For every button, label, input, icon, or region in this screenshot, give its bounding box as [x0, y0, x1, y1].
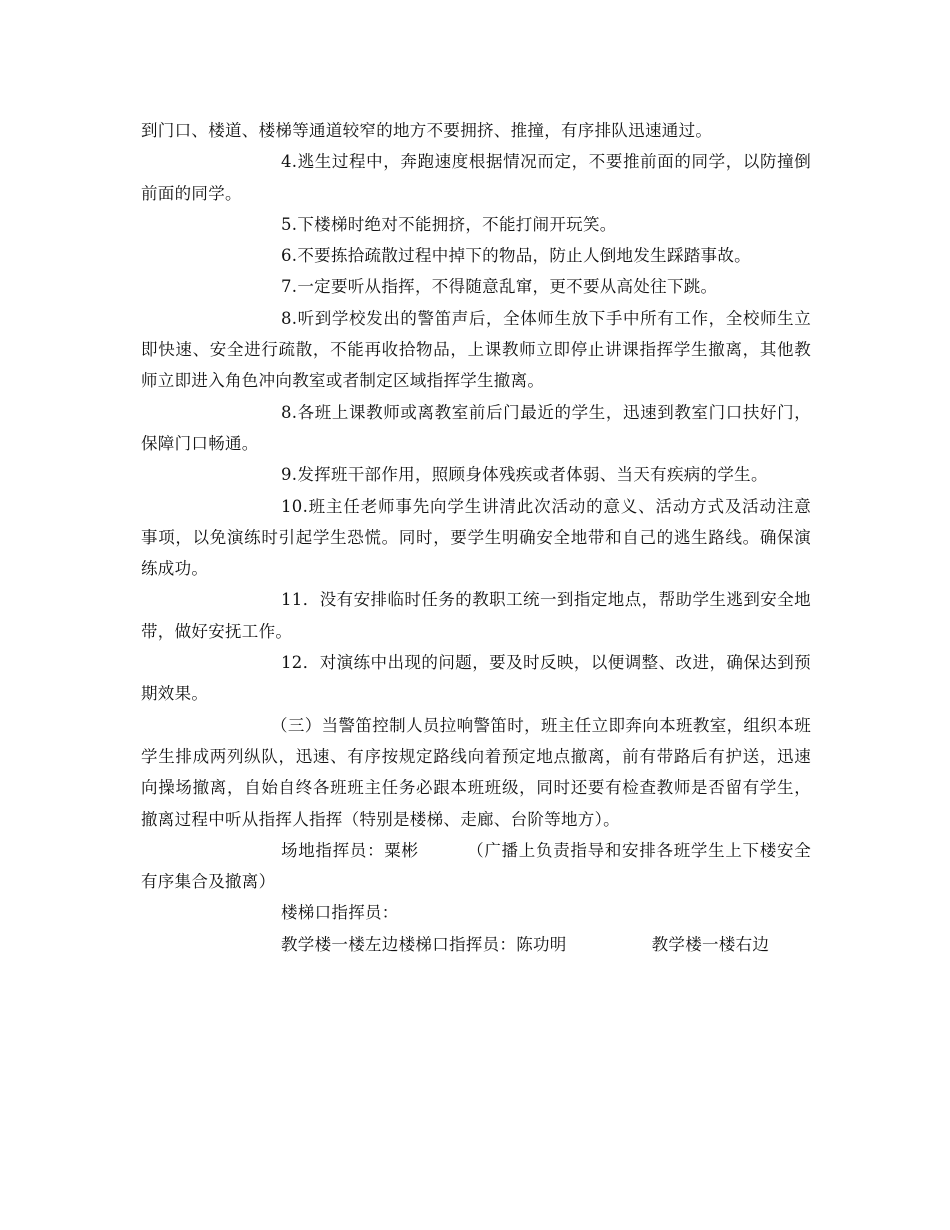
paragraph-item-9: 9.发挥班干部作用，照顾身体残疾或者体弱、当天有疾病的学生。 — [281, 465, 768, 485]
stair-right-commander: 教学楼一楼右边 — [651, 934, 770, 954]
paragraph-item-6: 6.不要拣拾疏散过程中掉下的物品，防止人倒地发生踩踏事故。 — [281, 246, 751, 266]
paragraph-item-8b: 8.各班上课教师或离教室前后门最近的学生，迅速到教室门口扶好门，保障门口畅通。 — [141, 402, 811, 453]
document-body — [141, 115, 811, 960]
paragraph-item-12: 12．对演练中出现的问题，要及时反映，以便调整、改进，确保达到预期效果。 — [141, 653, 811, 704]
venue-commander-line — [141, 835, 811, 898]
paragraph-item-4: 4.逃生过程中，奔跑速度根据情况而定，不要推前面的同学，以防撞倒前面的同学。 — [141, 152, 811, 203]
paragraph-item-10: 10.班主任老师事先向学生讲清此次活动的意义、活动方式及活动注意事项，以免演练时引起学生恐慌。同时，要学生明确安全地带和自己的逃生路线。确保演练成功。 — [141, 496, 811, 579]
paragraph-item-11: 11．没有安排临时任务的教职工统一到指定地点，帮助学生逃到安全地带，做好安抚工作。 — [141, 590, 811, 641]
venue-commander-note: （广播上负责指导和安排各班学生上下楼安全有序集合及撤离） — [141, 840, 811, 892]
stair-commander-heading: 楼梯口指挥员： — [281, 903, 399, 923]
stair-commander-line — [141, 929, 811, 960]
paragraph-item-7: 7.一定要听从指挥，不得随意乱窜，更不要从高处往下跳。 — [281, 277, 718, 297]
paragraph-item-8a: 8.听到学校发出的警笛声后，全体师生放下手中所有工作，全校师生立即快速、安全进行疏散，不能再收拾物品，上课教师立即停止讲课指挥学生撤离，其他教师立即进入角色冲向教室或者制定区域指挥学生撤离。 — [141, 308, 811, 391]
paragraph: 到门口、楼道、楼梯等通道较窄的地方不要拥挤、推撞，有序排队迅速通过。 — [141, 121, 713, 140]
stair-left-commander: 教学楼一楼左边楼梯口指挥员：陈功明 — [281, 934, 567, 954]
paragraph-section-3: （三）当警笛控制人员拉响警笛时，班主任立即奔向本班教室，组织本班学生排成两列纵队，迅速、有序按规定路线向着预定地点撤离，前有带路后有护送，迅速向操场撤离，自始自终各班班主任务必跟本班班级，同时还要有检查教师是否留有学生，撤离过程中听从指挥人指挥（特别是楼梯、走廊、台阶等地方）。 — [141, 715, 811, 829]
paragraph-item-5: 5.下楼梯时绝对不能拥挤，不能打闹开玩笑。 — [281, 214, 617, 234]
venue-commander-label: 场地指挥员：粟彬 — [281, 840, 419, 860]
